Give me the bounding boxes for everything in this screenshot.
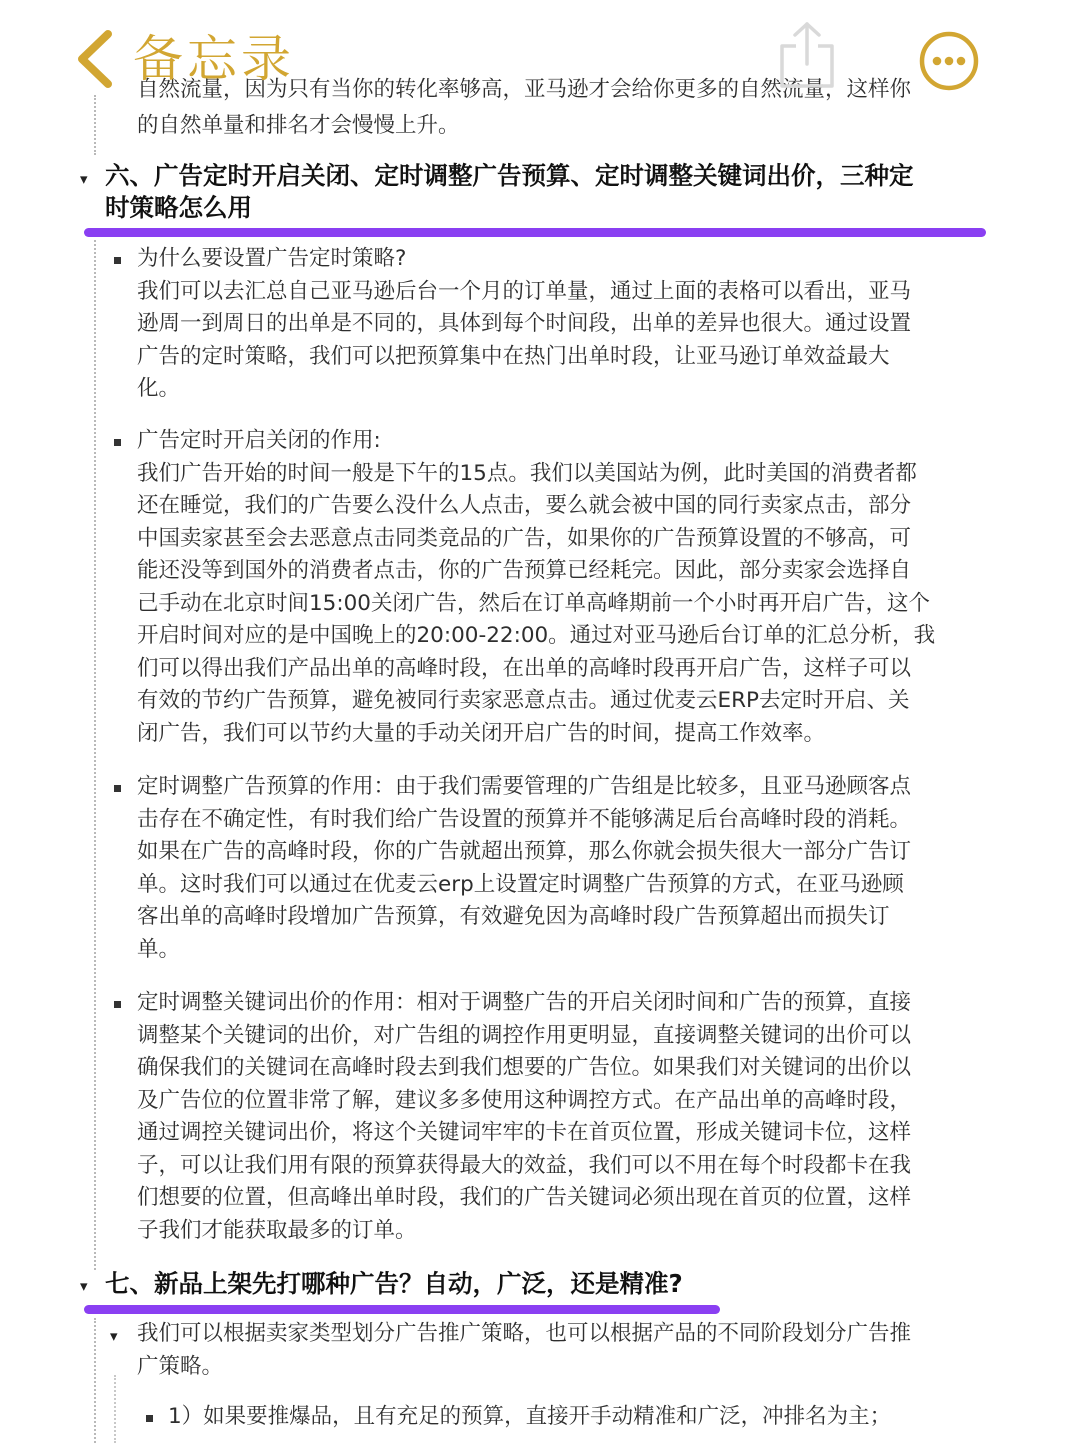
chevron-left-icon[interactable]: [74, 30, 118, 88]
top-fragment-line: 自然流量，因为只有当你的转化率够高，亚马逊才会给你更多的自然流量，这样你: [137, 77, 912, 102]
more-icon[interactable]: [918, 30, 980, 92]
list-item: 我们可以根据卖家类型划分广告推广策略，也可以根据产品的不同阶段划分广告推 广策略。: [137, 1321, 912, 1379]
bullet-icon: [146, 1415, 153, 1422]
highlight-underline: [84, 228, 986, 237]
bullet-icon: [114, 257, 121, 264]
section6-heading: 六、广告定时开启关闭、定时调整广告预算、定时调整关键词出价，三种定 时策略怎么用: [105, 161, 914, 222]
collapse-caret-icon[interactable]: ▾: [80, 170, 88, 188]
list-item: 定时调整关键词出价的作用：相对于调整广告的开启关闭时间和广告的预算，直接 调整某个关键词的出价，对广告组的调控作用更明显，直接调整关键词的出价可以 确保我们的关键词在高峰时段去到我们想要的广告位。如果我们对关键词的出价以 及广告位的位置非常了解，建议多多使用这种调控方式。在产品出单的高峰时段， 通过调控关键词出价，将这个关键词牢牢的卡在首页位置，形成关键词卡位，这样 子，可以让我们用有限的预算获得最大的效益，我们可以不用在每个时段都卡在我 们想要的位置，但高峰出单时段，我们的广告关键词必须出现在首页的位置，这样 子我们才能获取最多的订单。: [137, 990, 912, 1243]
collapse-caret-icon[interactable]: ▾: [110, 1327, 118, 1345]
indent-guide: [94, 95, 96, 155]
nav-title: 备忘录: [133, 30, 295, 88]
list-item: 1）如果要推爆品，且有充足的预算，直接开手动精准和广泛，冲排名为主；: [168, 1404, 892, 1429]
bullet-icon: [114, 785, 121, 792]
indent-guide: [94, 1318, 96, 1443]
top-fragment-line: 的自然单量和排名才会慢慢上升。: [137, 113, 460, 138]
indent-guide: [94, 240, 96, 1270]
indent-guide: [114, 1375, 116, 1443]
list-item: 为什么要设置广告定时策略? 我们可以去汇总自己亚马逊后台一个月的订单量，通过上面的表格可以看出，亚马 逊周一到周日的出单是不同的，具体到每个时间段，出单的差异也很大。通过设置 广告的定时策略，我们可以把预算集中在热门出单时段，让亚马逊订单效益最大 化。: [137, 246, 912, 401]
list-item: 广告定时开启关闭的作用: 我们广告开始的时间一般是下午的15点。我们以美国站为例，此时美国的消费者都 还在睡觉，我们的广告要么没什么人点击，要么就会被中国的同行卖家点击，部分 中国卖家甚至会去恶意点击同类竞品的广告，如果你的广告预算设置的不够高，可 能还没等到国外的消费者点击，你的广告预算已经耗完。因此，部分卖家会选择自 己手动在北京时间15:00关闭广告，然后在订单高峰期前一个小时再开启广告，这个 开启时间对应的是中国晚上的20:00-22:00。通过对亚马逊后台订单的汇总分析，我 们可以得出我们产品出单的高峰时段，在出单的高峰时段再开启广告，这样子可以 有效的节约广告预算，避免被同行卖家恶意点击。通过优麦云ERP去定时开启、关 闭广告，我们可以节约大量的手动关闭开启广告的时间，提高工作效率。: [137, 428, 936, 746]
collapse-caret-icon[interactable]: ▾: [80, 1277, 88, 1295]
section7-heading: 七、新品上架先打哪种广告？自动，广泛，还是精准?: [105, 1269, 683, 1298]
share-icon[interactable]: [778, 20, 836, 90]
bullet-icon: [114, 439, 121, 446]
highlight-underline: [84, 1305, 720, 1314]
bullet-icon: [114, 1001, 121, 1008]
nav-bar: [0, 0, 1080, 100]
list-item: 定时调整广告预算的作用：由于我们需要管理的广告组是比较多，且亚马逊顾客点 击存在不确定性，有时我们给广告设置的预算并不能够满足后台高峰时段的消耗。 如果在广告的高峰时段，你的广告就超出预算，那么你就会损失很大一部分广告订 单。这时我们可以通过在优麦云erp上设置定时调整广告预算的方式，在亚马逊顾 客出单的高峰时段增加广告预算，有效避免因为高峰时段广告预算超出而损失订 单。: [137, 774, 912, 962]
